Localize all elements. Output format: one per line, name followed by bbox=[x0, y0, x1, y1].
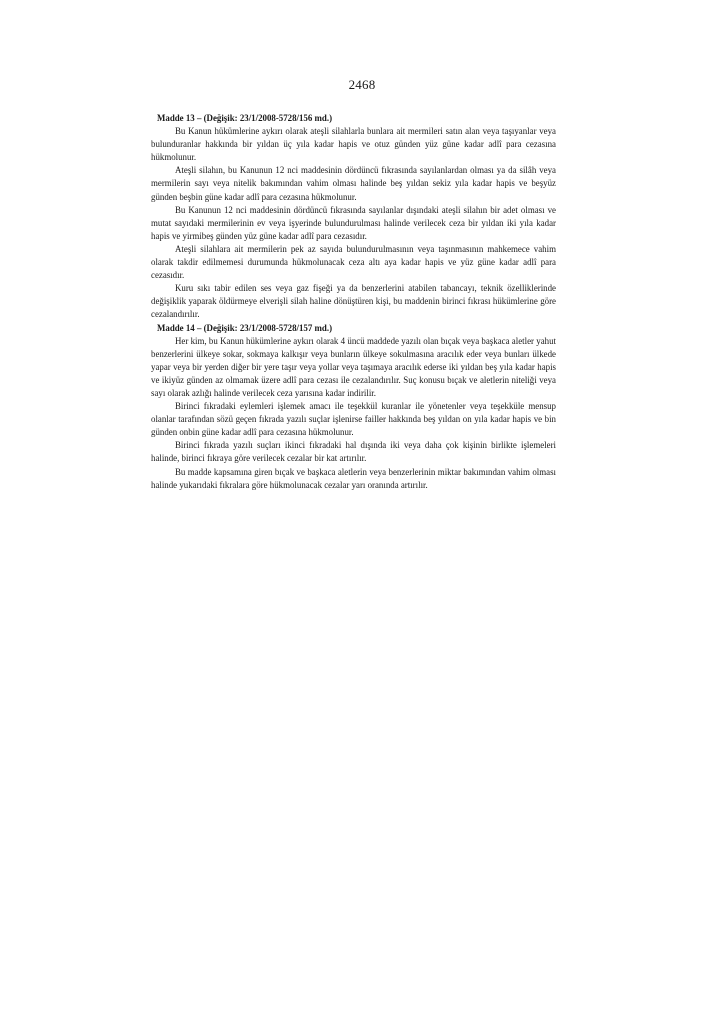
page-number: 2468 bbox=[348, 77, 376, 92]
article-13-paragraph-2: Ateşli silahın, bu Kanunun 12 nci maddesinin dördüncü fıkrasında sayılanlardan olması ya da silâh veya mermilerin sayı veya nitelik bakımından vahim olması halinde beş yıldan sekiz yıla kadar hapis ve beşyüz günden beşbin güne kadar adlî para cezasına hükmolunur. bbox=[151, 165, 556, 202]
article-13-paragraph-4: Ateşli silahlara ait mermilerin pek az sayıda bulundurulmasının veya taşınmasının mahkemece vahim olarak takdir edilmemesi durumunda hükmolunacak ceza altı aya kadar hapis ve yüz güne kadar adlî para cezasıdır. bbox=[151, 243, 556, 281]
article-14-paragraph-3: Birinci fıkrada yazılı suçları ikinci fıkradaki hal dışında iki veya daha çok kişinin birlikte işlemeleri halinde, birinci fıkraya göre verilecek cezalar bir kat artırılır. bbox=[151, 440, 556, 464]
document-body bbox=[151, 112, 556, 492]
article-14-paragraph-4: Bu madde kapsamına giren bıçak ve başkaca aletlerin veya benzerlerinin miktar bakımından vahim olması halinde yukarıdaki fıkralara göre hükmolunacak cezalar yarı oranında artırılır. bbox=[151, 466, 556, 490]
article-13-heading: Madde 13 – (Değişik: 23/1/2008-5728/156 md.) bbox=[157, 113, 333, 123]
article-13-paragraph-1: Bu Kanun hükümlerine aykırı olarak ateşli silahlarla bunlara ait mermileri satın alan veya taşıyanlar veya bulunduranlar hakkında bir yıldan üç yıla kadar hapis ve otuz günden yüz güne kadar adlî para cezasına hükmolunur. bbox=[151, 126, 556, 163]
article-14-heading: Madde 14 – (Değişik: 23/1/2008-5728/157 md.) bbox=[157, 322, 333, 333]
article-14-paragraph-2: Birinci fıkradaki eylemleri işlemek amacı ile teşekkül kuranlar ile yönetenler veya teşekküle mensup olanlar tarafından sözü geçen fıkrada yazılı suçlar işlenirse failler hakkında beş yıldan on yıla kadar hapis ve bin günden onbin güne kadar adlî para cezasına hükmolunur. bbox=[151, 401, 556, 438]
article-13-paragraph-5: Kuru sıkı tabir edilen ses veya gaz fişeği ya da benzerlerini atabilen tabancayı, teknik özelliklerinde değişiklik yaparak öldürmeye elverişli silah haline dönüştüren kişi, bu maddenin birinci fıkrası hükümlerine göre cezalandırılır. bbox=[151, 283, 556, 320]
article-13-paragraph-3: Bu Kanunun 12 nci maddesinin dördüncü fıkrasında sayılanlar dışındaki ateşli silahın bir adet olması ve mutat sayıdaki mermilerinin ev veya işyerinde bulundurulması halinde verilecek ceza bir yıldan iki yıla kadar hapis ve yirmibeş günden yüz güne kadar adlî para cezasıdır. bbox=[151, 204, 556, 241]
article-14-paragraph-1: Her kim, bu Kanun hükümlerine aykırı olarak 4 üncü maddede yazılı olan bıçak veya başkaca aletler yahut benzerlerini ülkeye sokar, sokmaya kalkışır veya bunların ülkeye sokulmasına aracılık eder veya bunları ülkede yapar veya bir yerden diğer bir yere taşır veya yollar veya taşımaya aracılık ederse iki yıldan beş yıla kadar hapis ve ikiyüz günden az olmamak üzere adlî para cezası ile cezalandırılır. Suç konusu bıçak ve aletlerin niteliği veya sayı olarak azlığı halinde verilecek ceza yarısına kadar indirilir. bbox=[151, 335, 556, 398]
